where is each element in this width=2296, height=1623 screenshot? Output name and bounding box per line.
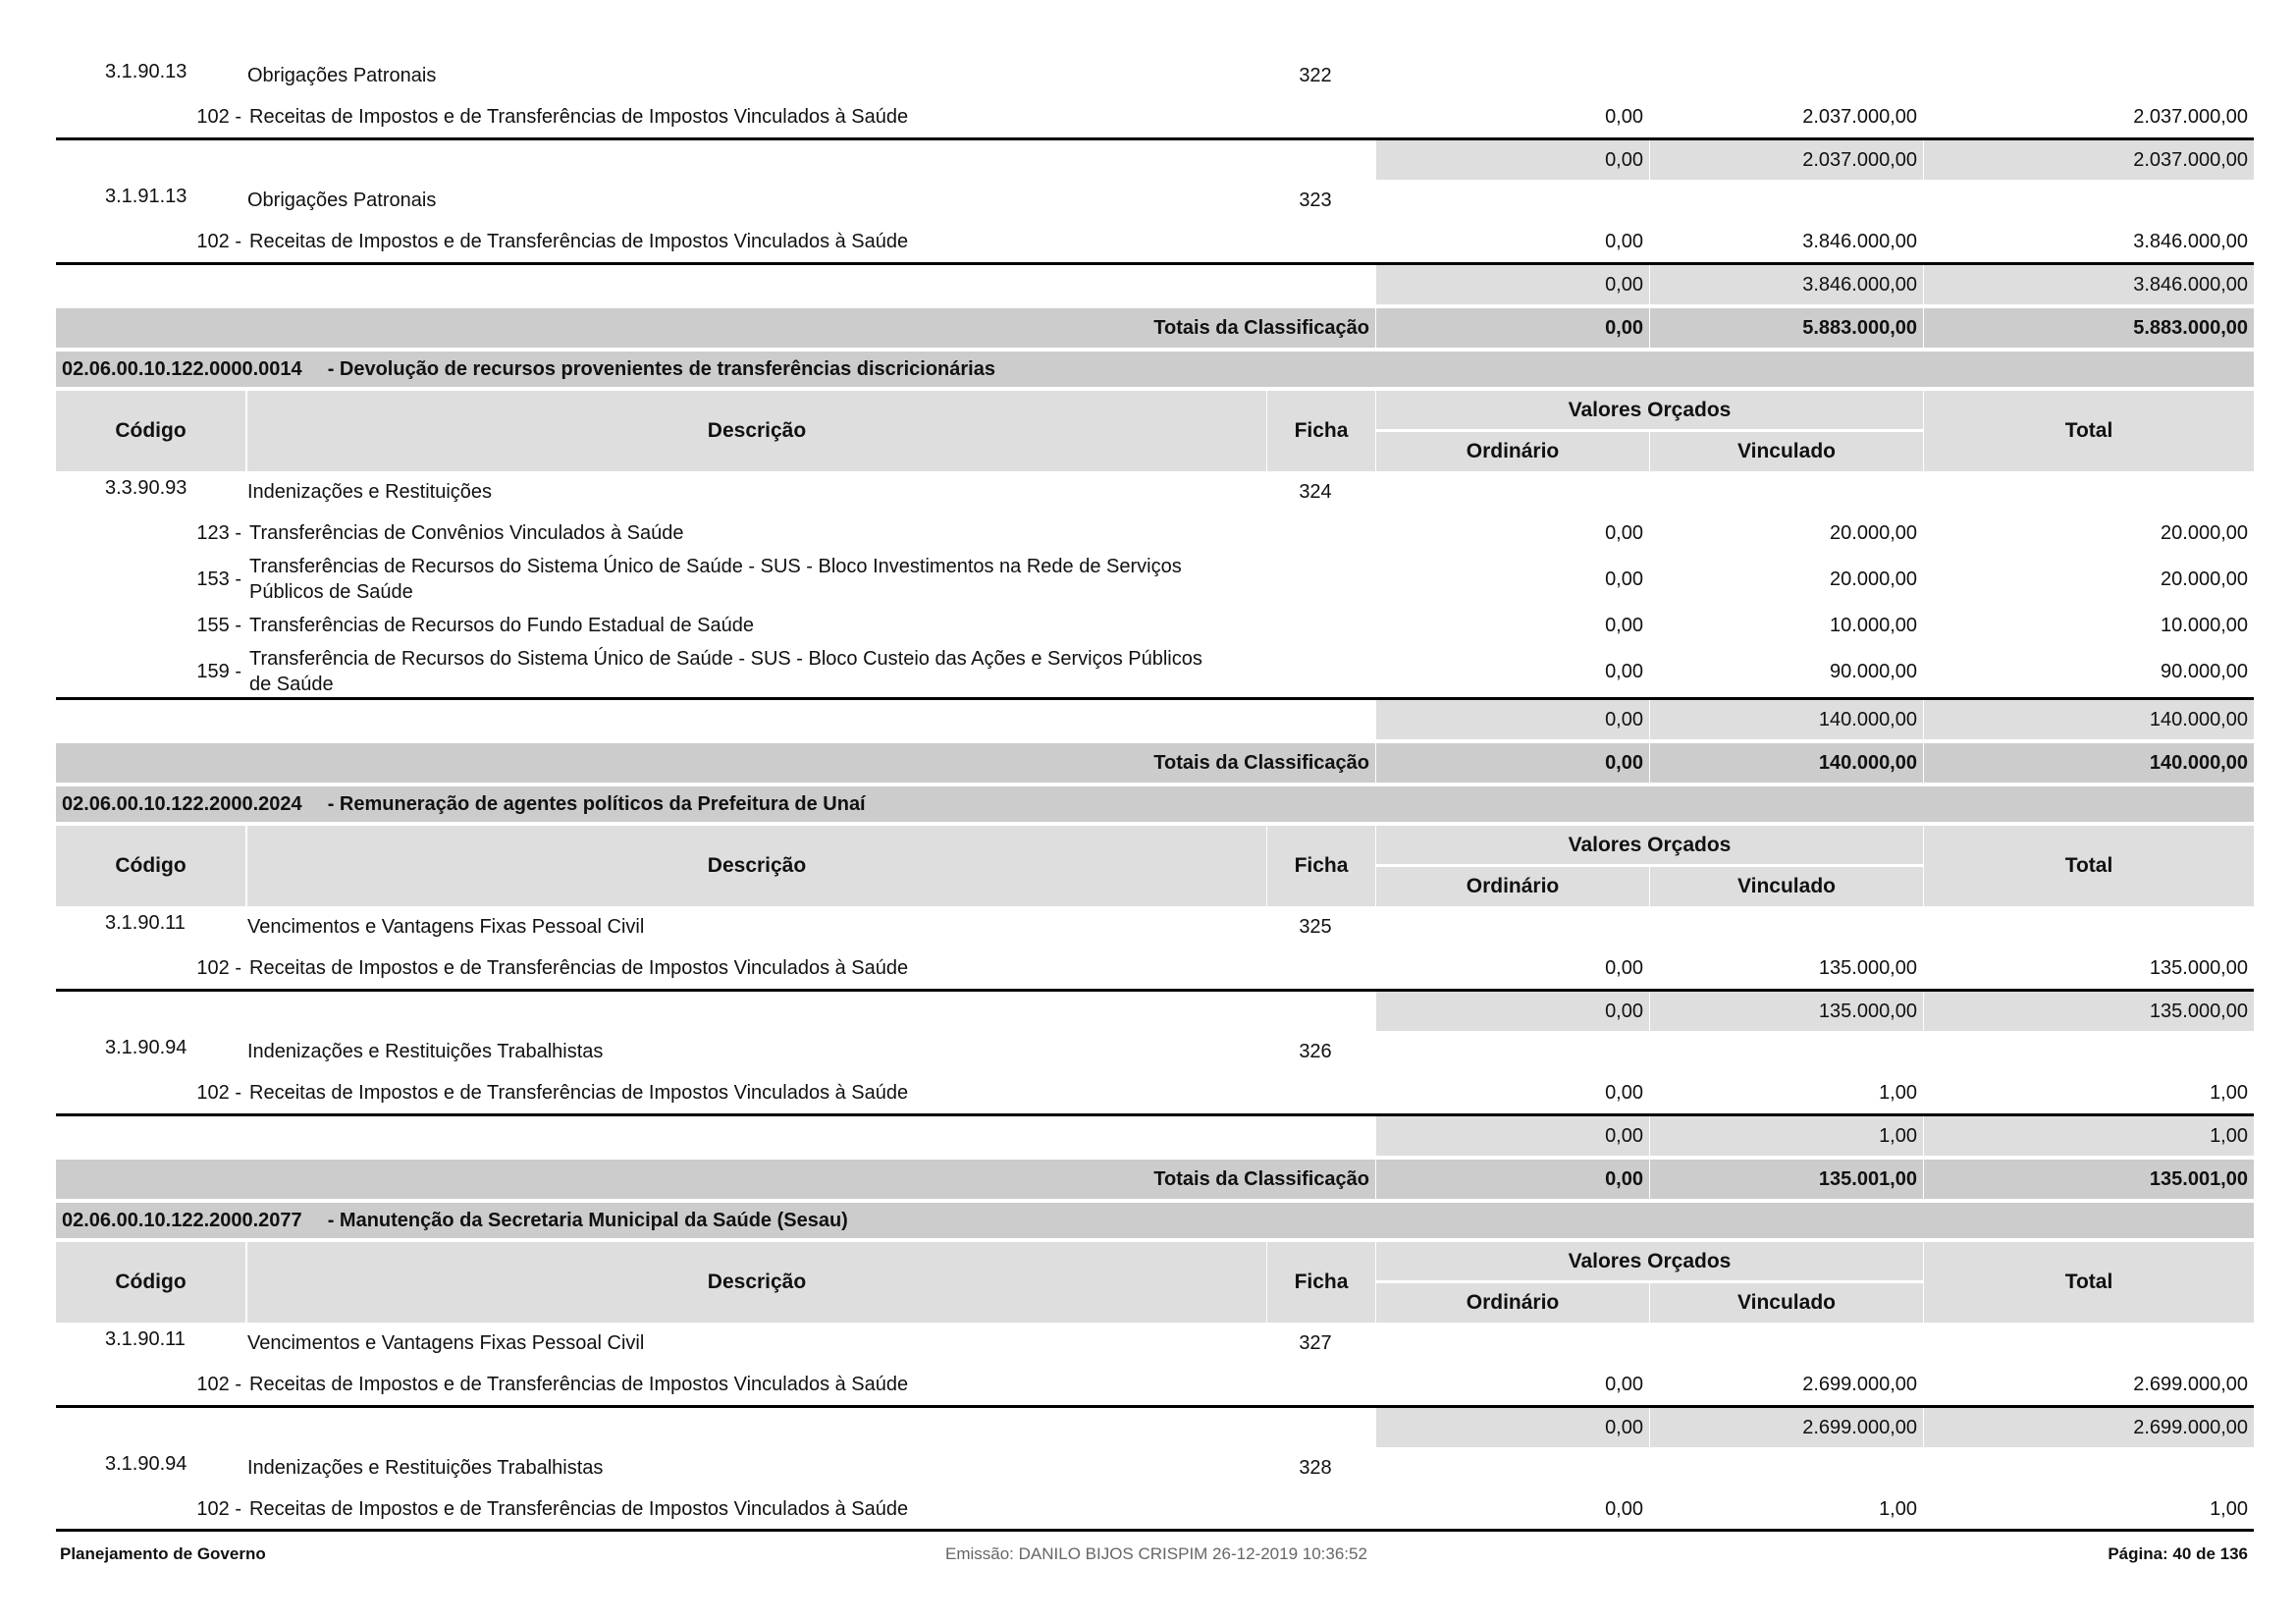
fonte-row bbox=[56, 221, 2254, 262]
item-code: 3.1.90.11 bbox=[105, 1328, 186, 1350]
item-description: Indenizações e Restituições Trabalhistas bbox=[247, 1040, 604, 1062]
footer-emission: Emissão: DANILO BIJOS CRISPIM 26-12-2019 10:36:52 bbox=[945, 1544, 1367, 1563]
subtotal-row bbox=[56, 700, 2254, 739]
subtotal-row bbox=[56, 265, 2254, 304]
subtotal-ordinario: 0,00 bbox=[1376, 992, 1649, 1031]
fonte-row bbox=[56, 1072, 2254, 1113]
fonte-total: 2.037.000,00 bbox=[2133, 105, 2248, 128]
subtotal-row bbox=[56, 140, 2254, 180]
fonte-vinculado: 2.699.000,00 bbox=[1802, 1373, 1917, 1395]
section-code: 02.06.00.10.122.2000.2024 bbox=[62, 792, 302, 815]
header-valores-orcados: Valores Orçados bbox=[1376, 826, 1923, 864]
item-ficha: 327 bbox=[1299, 1331, 1332, 1354]
item-code: 3.1.91.13 bbox=[105, 186, 187, 207]
header-total: Total bbox=[1924, 1242, 2254, 1323]
header-ficha: Ficha bbox=[1267, 391, 1375, 471]
fonte-vinculado: 1,00 bbox=[1879, 1081, 1917, 1104]
header-ordinario: Ordinário bbox=[1376, 432, 1649, 471]
fonte-code: 153 - bbox=[196, 568, 241, 590]
item-description: Vencimentos e Vantagens Fixas Pessoal Civil bbox=[247, 915, 645, 938]
item-description: Vencimentos e Vantagens Fixas Pessoal Civil bbox=[247, 1331, 645, 1354]
fonte-total: 1,00 bbox=[2210, 1081, 2248, 1104]
fonte-vinculado: 3.846.000,00 bbox=[1802, 230, 1917, 252]
item-code: 3.1.90.11 bbox=[105, 912, 186, 934]
item-row bbox=[56, 1447, 2254, 1488]
totals-label: Totais da Classificação bbox=[56, 743, 1375, 783]
subtotal-row bbox=[56, 992, 2254, 1031]
fonte-row bbox=[56, 513, 2254, 554]
report-page bbox=[56, 0, 2254, 1532]
totals-ordinario: 0,00 bbox=[1376, 1160, 1649, 1199]
section-title: - Devolução de recursos provenientes de transferências discricionárias bbox=[327, 357, 995, 380]
page-footer bbox=[56, 1529, 2254, 1570]
header-descricao: Descrição bbox=[247, 391, 1266, 471]
fonte-row bbox=[56, 605, 2254, 646]
section-header bbox=[56, 786, 2254, 822]
item-ficha: 325 bbox=[1299, 915, 1332, 938]
fonte-description: Transferências de Convênios Vinculados à Saúde bbox=[249, 522, 684, 544]
fonte-row bbox=[56, 646, 2254, 697]
subtotal-ordinario: 0,00 bbox=[1376, 700, 1649, 739]
totals-total: 5.883.000,00 bbox=[1924, 308, 2254, 348]
subtotal-total: 135.000,00 bbox=[1924, 992, 2254, 1031]
header-total: Total bbox=[1924, 391, 2254, 471]
subtotal-vinculado: 135.000,00 bbox=[1650, 992, 1923, 1031]
fonte-description: Receitas de Impostos e de Transferências de Impostos Vinculados à Saúde bbox=[249, 231, 909, 252]
subtotal-vinculado: 2.037.000,00 bbox=[1650, 140, 1923, 180]
item-row bbox=[56, 471, 2254, 513]
totals-ordinario: 0,00 bbox=[1376, 308, 1649, 348]
header-ficha: Ficha bbox=[1267, 826, 1375, 906]
fonte-code: 123 - bbox=[196, 521, 241, 544]
totals-label: Totais da Classificação bbox=[56, 308, 1375, 348]
fonte-vinculado: 2.037.000,00 bbox=[1802, 105, 1917, 128]
fonte-description: Transferência de Recursos do Sistema Único de Saúde - SUS - Bloco Custeio das Ações e Serviços Públicos de Saúde bbox=[249, 648, 1202, 695]
fonte-ordinario: 0,00 bbox=[1605, 230, 1643, 252]
fonte-total: 90.000,00 bbox=[2161, 660, 2248, 682]
item-code: 3.1.90.13 bbox=[105, 61, 187, 82]
subtotal-vinculado: 140.000,00 bbox=[1650, 700, 1923, 739]
header-codigo: Código bbox=[56, 391, 245, 471]
subtotal-total: 140.000,00 bbox=[1924, 700, 2254, 739]
fonte-description: Receitas de Impostos e de Transferências de Impostos Vinculados à Saúde bbox=[249, 957, 909, 979]
totals-vinculado: 5.883.000,00 bbox=[1650, 308, 1923, 348]
subtotal-total: 3.846.000,00 bbox=[1924, 265, 2254, 304]
fonte-vinculado: 135.000,00 bbox=[1818, 956, 1917, 979]
section-title: - Manutenção da Secretaria Municipal da Saúde (Sesau) bbox=[327, 1209, 848, 1231]
header-descricao: Descrição bbox=[247, 1242, 1266, 1323]
subtotal-vinculado: 2.699.000,00 bbox=[1650, 1408, 1923, 1447]
totals-vinculado: 140.000,00 bbox=[1650, 743, 1923, 783]
subtotal-ordinario: 0,00 bbox=[1376, 140, 1649, 180]
table-header bbox=[56, 391, 2254, 471]
table-header bbox=[56, 826, 2254, 906]
fonte-ordinario: 0,00 bbox=[1605, 1497, 1643, 1520]
section-title: - Remuneração de agentes políticos da Prefeitura de Unaí bbox=[327, 792, 866, 815]
totals-total: 135.001,00 bbox=[1924, 1160, 2254, 1199]
fonte-row bbox=[56, 554, 2254, 605]
item-row bbox=[56, 1323, 2254, 1364]
totals-total: 140.000,00 bbox=[1924, 743, 2254, 783]
header-vinculado: Vinculado bbox=[1650, 432, 1923, 471]
item-ficha: 322 bbox=[1299, 64, 1332, 86]
fonte-vinculado: 1,00 bbox=[1879, 1497, 1917, 1520]
header-ordinario: Ordinário bbox=[1376, 867, 1649, 906]
fonte-vinculado: 10.000,00 bbox=[1830, 614, 1917, 636]
header-valores-orcados: Valores Orçados bbox=[1376, 391, 1923, 429]
item-code: 3.3.90.93 bbox=[105, 477, 187, 499]
header-ordinario: Ordinário bbox=[1376, 1283, 1649, 1323]
subtotal-vinculado: 1,00 bbox=[1650, 1116, 1923, 1156]
item-ficha: 323 bbox=[1299, 189, 1332, 211]
spacer bbox=[56, 0, 2254, 55]
fonte-description: Transferências de Recursos do Fundo Estadual de Saúde bbox=[249, 615, 755, 636]
fonte-code: 155 - bbox=[196, 614, 241, 636]
fonte-description: Transferências de Recursos do Sistema Único de Saúde - SUS - Bloco Investimentos na Rede de Serviços Públicos de Saúde bbox=[249, 556, 1182, 603]
item-row bbox=[56, 1031, 2254, 1072]
item-code: 3.1.90.94 bbox=[105, 1453, 187, 1475]
fonte-total: 10.000,00 bbox=[2161, 614, 2248, 636]
fonte-code: 102 - bbox=[196, 956, 241, 979]
fonte-row bbox=[56, 96, 2254, 137]
fonte-vinculado: 90.000,00 bbox=[1830, 660, 1917, 682]
fonte-row bbox=[56, 1364, 2254, 1405]
fonte-total: 1,00 bbox=[2210, 1497, 2248, 1520]
fonte-code: 102 - bbox=[196, 230, 241, 252]
subtotal-total: 1,00 bbox=[1924, 1116, 2254, 1156]
fonte-ordinario: 0,00 bbox=[1605, 1373, 1643, 1395]
item-ficha: 328 bbox=[1299, 1456, 1332, 1479]
section-code: 02.06.00.10.122.0000.0014 bbox=[62, 357, 302, 380]
header-total: Total bbox=[1924, 826, 2254, 906]
subtotal-ordinario: 0,00 bbox=[1376, 1408, 1649, 1447]
fonte-code: 159 - bbox=[196, 660, 241, 682]
fonte-ordinario: 0,00 bbox=[1605, 1081, 1643, 1104]
fonte-code: 102 - bbox=[196, 1497, 241, 1520]
item-row bbox=[56, 55, 2254, 96]
item-description: Obrigações Patronais bbox=[247, 189, 437, 211]
fonte-code: 102 - bbox=[196, 1373, 241, 1395]
subtotal-vinculado: 3.846.000,00 bbox=[1650, 265, 1923, 304]
footer-department: Planejamento de Governo bbox=[60, 1544, 266, 1563]
fonte-row bbox=[56, 1488, 2254, 1530]
item-description: Indenizações e Restituições Trabalhistas bbox=[247, 1456, 604, 1479]
fonte-total: 2.699.000,00 bbox=[2133, 1373, 2248, 1395]
section-header bbox=[56, 1203, 2254, 1238]
section-code: 02.06.00.10.122.2000.2077 bbox=[62, 1209, 302, 1231]
fonte-ordinario: 0,00 bbox=[1605, 521, 1643, 544]
fonte-ordinario: 0,00 bbox=[1605, 105, 1643, 128]
fonte-ordinario: 0,00 bbox=[1605, 568, 1643, 590]
subtotal-row bbox=[56, 1116, 2254, 1156]
item-description: Indenizações e Restituições bbox=[247, 480, 493, 503]
item-code: 3.1.90.94 bbox=[105, 1037, 187, 1058]
fonte-vinculado: 20.000,00 bbox=[1830, 521, 1917, 544]
fonte-description: Receitas de Impostos e de Transferências de Impostos Vinculados à Saúde bbox=[249, 1498, 909, 1520]
header-codigo: Código bbox=[56, 1242, 245, 1323]
fonte-ordinario: 0,00 bbox=[1605, 956, 1643, 979]
totals-label: Totais da Classificação bbox=[56, 1160, 1375, 1199]
fonte-ordinario: 0,00 bbox=[1605, 660, 1643, 682]
item-row bbox=[56, 906, 2254, 947]
fonte-ordinario: 0,00 bbox=[1605, 614, 1643, 636]
totals-vinculado: 135.001,00 bbox=[1650, 1160, 1923, 1199]
header-descricao: Descrição bbox=[247, 826, 1266, 906]
header-ficha: Ficha bbox=[1267, 1242, 1375, 1323]
fonte-row bbox=[56, 947, 2254, 989]
fonte-vinculado: 20.000,00 bbox=[1830, 568, 1917, 590]
fonte-description: Receitas de Impostos e de Transferências de Impostos Vinculados à Saúde bbox=[249, 1082, 909, 1104]
footer-page-number: Página: 40 de 136 bbox=[2108, 1544, 2248, 1563]
totals-row bbox=[56, 1160, 2254, 1199]
fonte-total: 20.000,00 bbox=[2161, 521, 2248, 544]
header-vinculado: Vinculado bbox=[1650, 1283, 1923, 1323]
fonte-description: Receitas de Impostos e de Transferências de Impostos Vinculados à Saúde bbox=[249, 106, 909, 128]
item-ficha: 326 bbox=[1299, 1040, 1332, 1062]
totals-ordinario: 0,00 bbox=[1376, 743, 1649, 783]
subtotal-ordinario: 0,00 bbox=[1376, 265, 1649, 304]
header-codigo: Código bbox=[56, 826, 245, 906]
fonte-total: 20.000,00 bbox=[2161, 568, 2248, 590]
header-vinculado: Vinculado bbox=[1650, 867, 1923, 906]
subtotal-row bbox=[56, 1408, 2254, 1447]
subtotal-total: 2.699.000,00 bbox=[1924, 1408, 2254, 1447]
table-header bbox=[56, 1242, 2254, 1323]
section-header bbox=[56, 352, 2254, 387]
fonte-description: Receitas de Impostos e de Transferências de Impostos Vinculados à Saúde bbox=[249, 1374, 909, 1395]
fonte-code: 102 - bbox=[196, 1081, 241, 1104]
subtotal-total: 2.037.000,00 bbox=[1924, 140, 2254, 180]
item-ficha: 324 bbox=[1299, 480, 1332, 503]
item-description: Obrigações Patronais bbox=[247, 64, 437, 86]
fonte-total: 135.000,00 bbox=[2149, 956, 2248, 979]
fonte-total: 3.846.000,00 bbox=[2133, 230, 2248, 252]
item-row bbox=[56, 180, 2254, 221]
totals-row bbox=[56, 308, 2254, 348]
totals-row bbox=[56, 743, 2254, 783]
subtotal-ordinario: 0,00 bbox=[1376, 1116, 1649, 1156]
fonte-code: 102 - bbox=[196, 105, 241, 128]
header-valores-orcados: Valores Orçados bbox=[1376, 1242, 1923, 1280]
